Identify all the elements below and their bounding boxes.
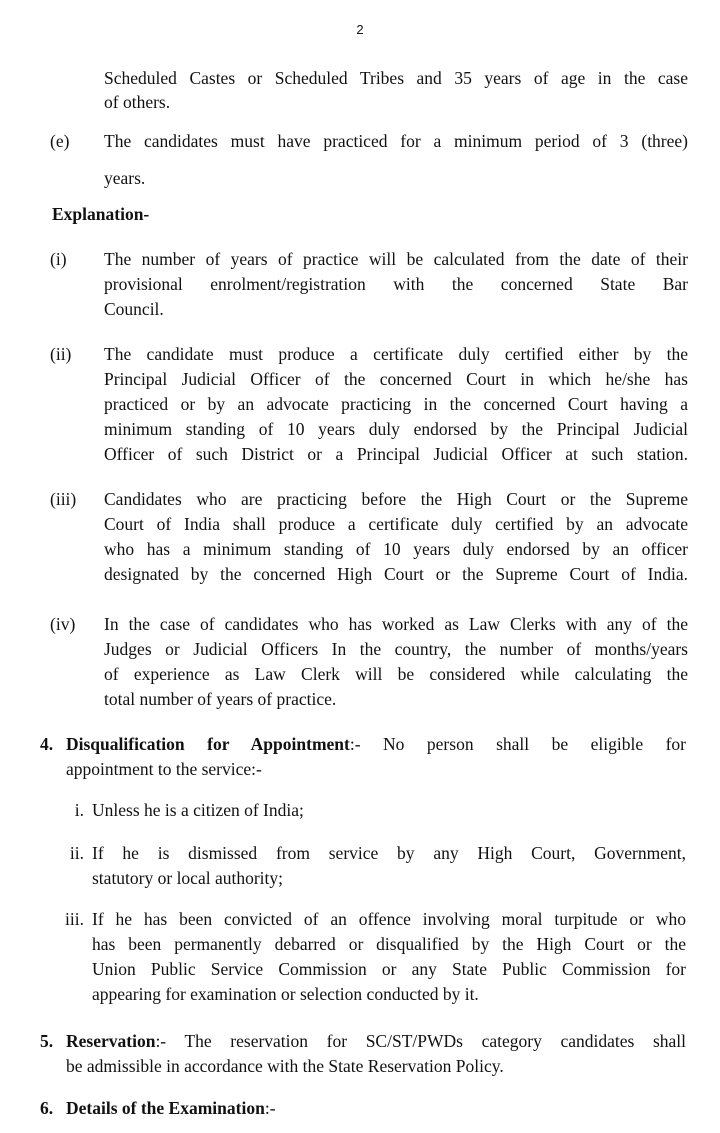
item-e-marker: (e) <box>50 131 70 151</box>
section-4-iii-line-2: has been permanently debarred or disqualified by the High Court or the <box>92 934 686 954</box>
explanation-iii-marker: (iii) <box>50 489 77 509</box>
explanation-i-line-2: provisional enrolment/registration with the concerned State Bar <box>104 274 688 294</box>
section-5-line-2: be admissible in accordance with the State Reservation Policy. <box>66 1056 504 1076</box>
section-5-number: 5. <box>40 1031 54 1051</box>
explanation-ii-line-3: practiced or by an advocate practicing in the concerned Court having a <box>104 394 688 414</box>
explanation-ii-line-4: minimum standing of 10 years duly endorsed by the Principal Judicial <box>104 419 688 439</box>
explanation-iv-marker: (iv) <box>50 614 76 634</box>
intro-line-2: of others. <box>104 92 171 112</box>
section-4-i-line-1: Unless he is a citizen of India; <box>92 800 304 820</box>
intro-line-1: Scheduled Castes or Scheduled Tribes and 35 years of age in the case <box>104 68 688 88</box>
explanation-iii-line-4: designated by the concerned High Court or the Supreme Court of India. <box>104 564 688 584</box>
explanation-heading: Explanation- <box>52 204 150 224</box>
section-4-ii-line-2: statutory or local authority; <box>92 868 283 888</box>
explanation-i-line-3: Council. <box>104 299 164 319</box>
page-number: 2 <box>356 22 364 37</box>
section-4-iii-line-4: appearing for examination or selection conducted by it. <box>92 984 479 1004</box>
explanation-iv-line-2: Judges or Judicial Officers In the country, the number of months/years <box>104 639 688 659</box>
section-4-iii-line-3: Union Public Service Commission or any State Public Commission for <box>92 959 686 979</box>
explanation-iv-line-3: of experience as Law Clerk will be considered while calculating the <box>104 664 688 684</box>
explanation-ii-marker: (ii) <box>50 344 72 364</box>
section-4-heading-line <box>66 732 686 756</box>
explanation-iii-line-3: who has a minimum standing of 10 years duly endorsed by an officer <box>104 539 688 559</box>
section-5-title: Reservation <box>66 1031 156 1051</box>
section-4-number: 4. <box>40 734 54 754</box>
explanation-iii-line-1: Candidates who are practicing before the High Court or the Supreme <box>104 489 688 509</box>
explanation-i-line-1: The number of years of practice will be calculated from the date of their <box>104 249 688 269</box>
section-6-title: Details of the Examination <box>66 1098 265 1118</box>
section-4-i-marker: i. <box>74 800 84 820</box>
item-e-line-2: years. <box>104 168 146 188</box>
section-4-iii-line-1: If he has been convicted of an offence involving moral turpitude or who <box>92 909 686 929</box>
section-4-iii-marker: iii. <box>65 909 84 929</box>
explanation-iii-line-2: Court of India shall produce a certificate duly certified by an advocate <box>104 514 688 534</box>
section-4-ii-line-1: If he is dismissed from service by any High Court, Government, <box>92 843 686 863</box>
section-4-tail: :- No person shall be eligible for <box>349 734 686 754</box>
explanation-iv-line-4: total number of years of practice. <box>104 689 337 709</box>
section-4-ii-marker: ii. <box>69 843 84 863</box>
section-4-line-2: appointment to the service:- <box>66 759 262 779</box>
explanation-ii-line-1: The candidate must produce a certificate duly certified either by the <box>104 344 688 364</box>
section-6-heading-line <box>66 1096 276 1120</box>
section-5-heading-line <box>66 1029 686 1053</box>
section-4-title: Disqualification for Appointment <box>66 734 350 754</box>
section-6-tail: :- <box>264 1098 276 1118</box>
section-6-number: 6. <box>40 1098 54 1118</box>
explanation-iv-line-1: In the case of candidates who has worked as Law Clerks with any of the <box>104 614 688 634</box>
explanation-ii-line-5: Officer of such District or a Principal Judicial Officer at such station. <box>104 444 688 464</box>
explanation-i-marker: (i) <box>50 249 67 269</box>
explanation-ii-line-2: Principal Judicial Officer of the concerned Court in which he/she has <box>104 369 688 389</box>
item-e-line-1: The candidates must have practiced for a minimum period of 3 (three) <box>104 131 688 151</box>
section-5-tail: :- The reservation for SC/ST/PWDs category candidates shall <box>155 1031 686 1051</box>
